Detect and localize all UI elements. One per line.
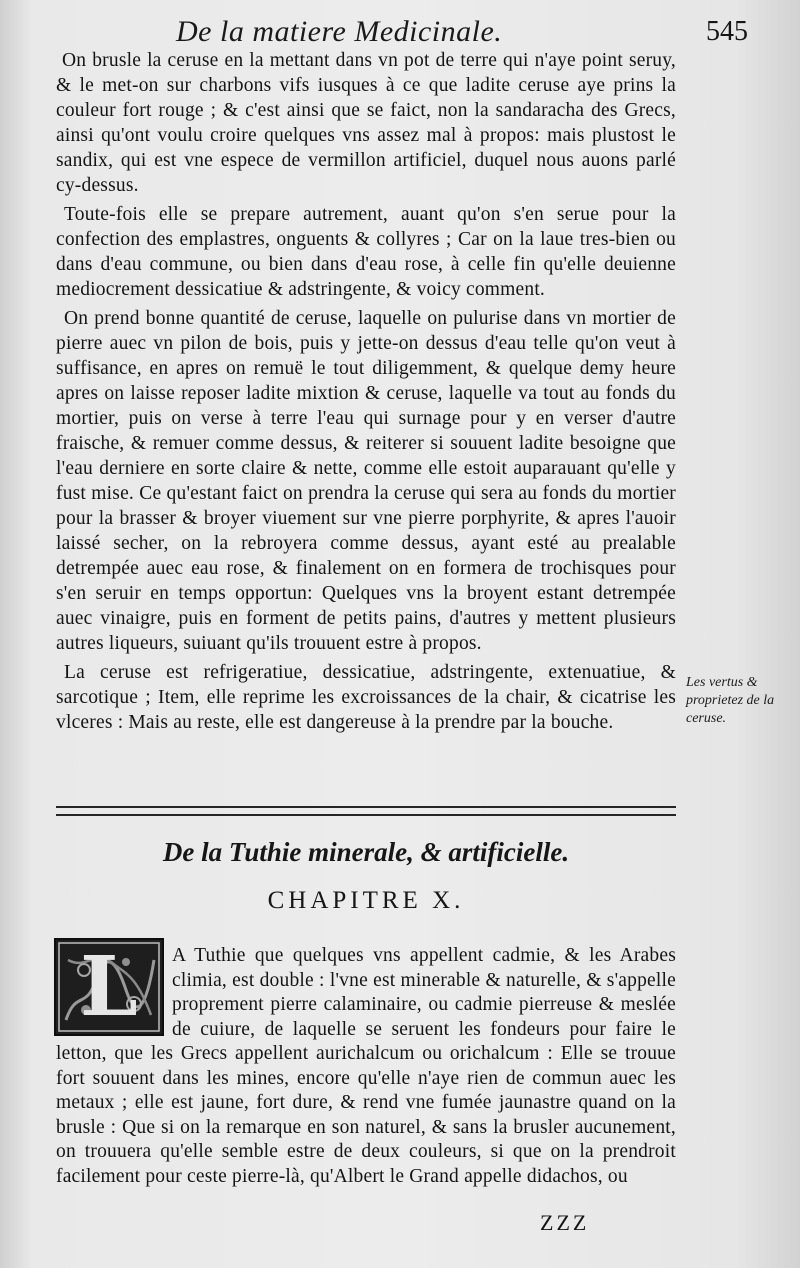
paragraph-tuthie: A Tuthie que quelques vns appellent cadmie, & les Arabes climia, est double : l'vne est minerable & naturelle, & s'appelle proprement pierre calaminaire, ou cadmie pierreuse & meslée de cuiure, de laquelle se seruent les fondeurs pour faire le letton, que les Grecs appellent aurichalcum ou orichalcum : Elle se trouue fort souuent dans les mines, encore qu'elle n'aye rien de commun auec les metaux ; elle est jaune, fort dure, & rend vne fumée jaunastre quand on la brusle : Que si on la remarque en son naturel, & sans la brusler aucunement, on trouuera qu'elle semble estre de deux couleurs, si que on la prendroit facilement pour ceste pierre-là, qu'Albert le Grand appelle didachos, ou [56, 945, 676, 1187]
dropcap-space [56, 944, 172, 1040]
paragraph-ceruse-method: On prend bonne quantité de ceruse, laquelle on pulurise dans vn mortier de pierre auec vn pilon de bois, puis y jette-on dessus d'eau telle qu'on veut à suffisance, en apres on remuë le tout diligemment, & quelque demy heure apres on laisse reposer ladite mixtion & ceruse, laquelle va tout au fonds du mortier, puis on verse à terre l'eau qui surnage pour y en verser d'autre fraische, & remuer comme dessus, & reiterer si souuent ladite besoigne que l'eau derniere en sorte claire & nette, comme elle estoit auparauant qu'elle y fust mise. Ce qu'estant faict on prendra la ceruse qui sera au fonds du mortier pour la brasser & broyer viuement sur vne pierre porphyrite, & apres l'auoir laissé secher, on la rebroyera comme dessus, ayant esté au prealable detrempée auec eau rose, & finalement on en formera de trochisques pour s'en seruir en temps opportun: Quelques vns la broyent estant detrempée auec vinaigre, puis en forment de petits pains, d'autres y mettent plusieurs autres liqueurs, suiuant qu'ils trouuent estre à propos. [56, 308, 676, 654]
chapter-heading: CHAPITRE X. [267, 887, 465, 914]
main-text [56, 48, 676, 739]
running-title: De la matiere Medicinale. [176, 15, 503, 48]
signature-mark: ZZZ [540, 1210, 590, 1235]
dropcap-letter: L [80, 939, 138, 1035]
marginal-note: Les vertus & proprietez de la ceruse. [686, 675, 775, 726]
chapter-text [56, 944, 676, 1189]
paragraph-ceruse-burning: On brusle la ceruse en la mettant dans vn pot de terre qui n'aye point seruy, & le met-on sur charbons vifs iusques à ce que ladite ceruse aye prins la couleur fort rouge ; & c'est ainsi que se faict, non la sandaracha des Grecs, ainsi qu'ont voulu croire quelques vns assez mal à propos: mais plustost le sandix, qui est vne espece de vermillon artificiel, duquel nous auons parlé cy-dessus. [56, 50, 676, 196]
section-divider [56, 806, 676, 816]
section-title: De la Tuthie minerale, & artificielle. [162, 837, 570, 867]
paragraph-ceruse-preparation: Toute-fois elle se prepare autrement, auant qu'on s'en serue pour la confection des emplastres, onguents & collyres ; Car on la laue tres-bien ou dans d'eau commune, ou bien dans d'eau rose, à celle fin qu'elle deuienne mediocrement dessicatiue & adstringente, & voicy comment. [56, 204, 676, 300]
paragraph-ceruse-virtues: La ceruse est refrigeratiue, dessicatiue, adstringente, extenuatiue, & sarcotique ; Item, elle reprime les excroissances de la chair, & cicatrise les vlceres : Mais au reste, elle est dangereuse à la prendre par la bouche. [56, 662, 676, 733]
page-number: 545 [706, 16, 748, 47]
